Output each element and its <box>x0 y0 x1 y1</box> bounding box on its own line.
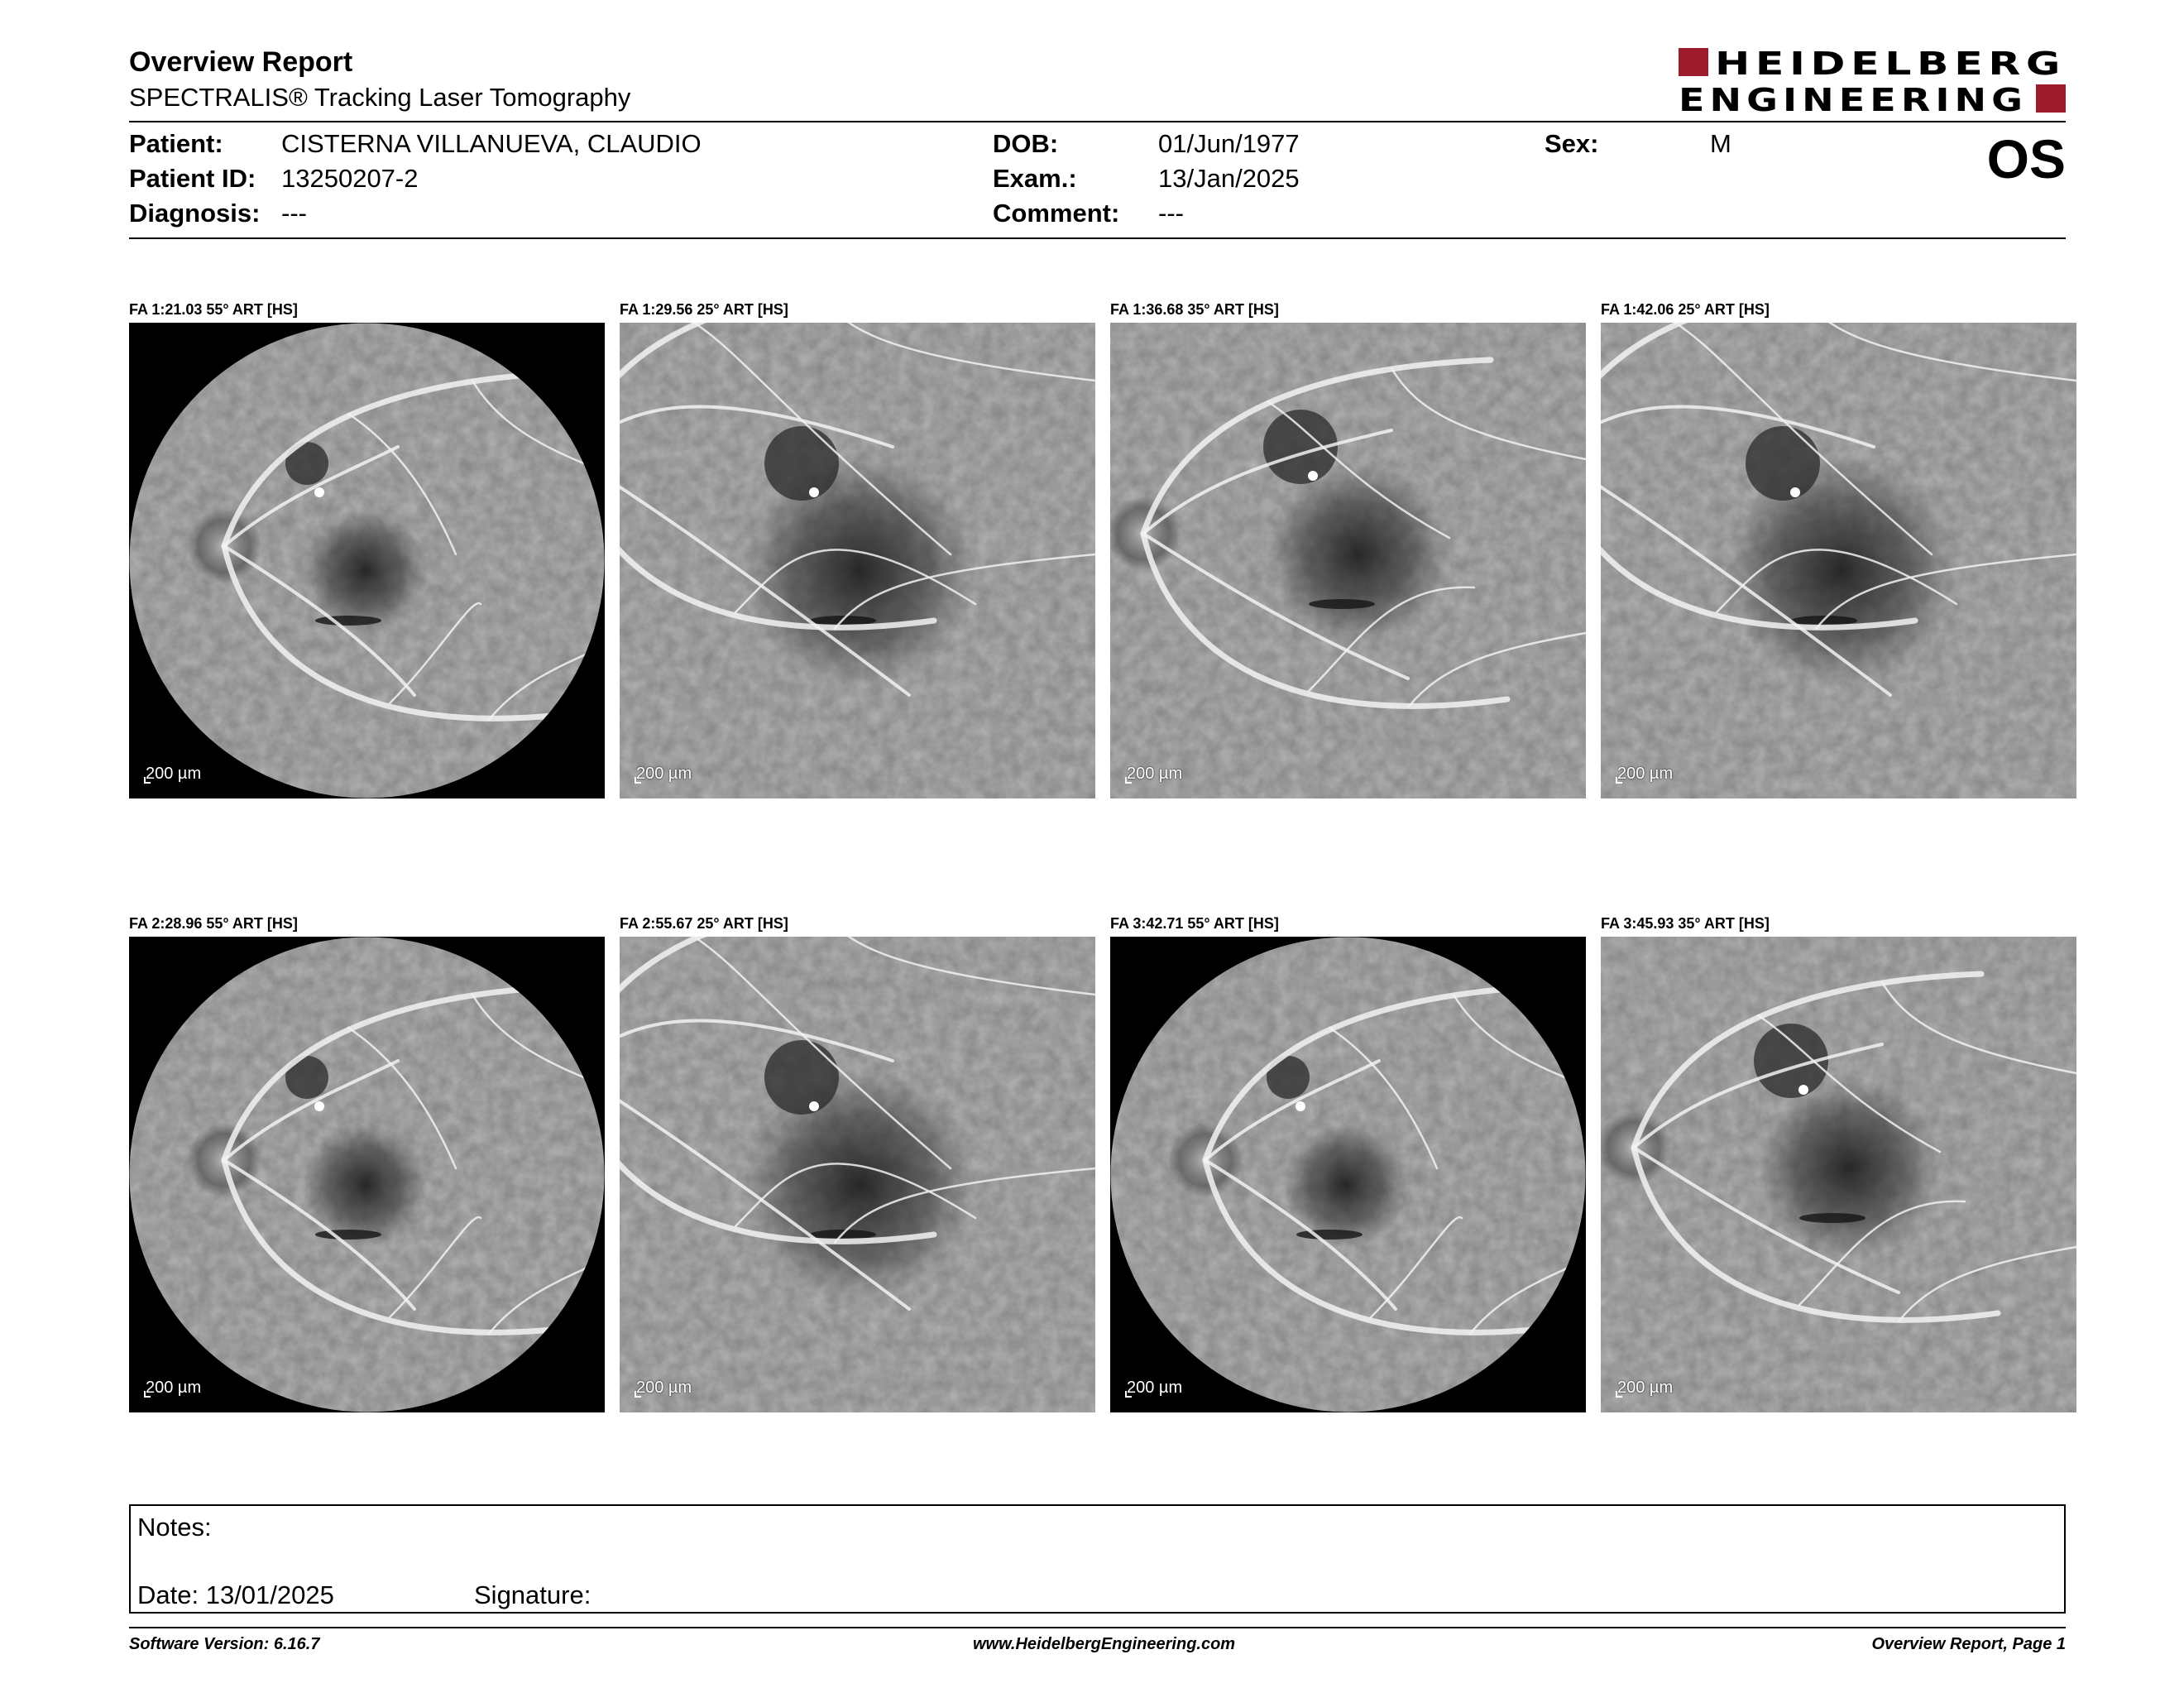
comment-label: Comment: <box>993 199 1120 228</box>
header-divider-top <box>129 121 2066 122</box>
fundus-angiogram-image[interactable] <box>129 323 605 798</box>
footer-website: www.HeidelbergEngineering.com <box>973 1635 1236 1653</box>
patient-name: CISTERNA VILLANUEVA, CLAUDIO <box>281 129 702 158</box>
image-label: FA 1:42.06 25° ART [HS] <box>1601 301 1770 318</box>
report-title: Overview Report <box>129 46 353 78</box>
sex-value: M <box>1710 129 1731 158</box>
image-label: FA 2:55.67 25° ART [HS] <box>620 915 788 932</box>
macula-lesion <box>303 1123 427 1247</box>
report-subtitle: SPECTRALIS® Tracking Laser Tomography <box>129 83 631 112</box>
macula-lesion <box>1758 1077 1940 1259</box>
exam-label: Exam.: <box>993 164 1077 193</box>
scale-label: 200 µm <box>636 765 692 783</box>
patient-label: Patient: <box>129 129 223 158</box>
logo-text-line2: ENGINEERING <box>1679 82 2028 114</box>
fundus-svg <box>620 323 1095 798</box>
footer-divider <box>129 1627 2066 1628</box>
image-label: FA 1:21.03 55° ART [HS] <box>129 301 298 318</box>
macula-lesion <box>1284 1123 1408 1247</box>
patient-id-value: 13250207-2 <box>281 164 419 193</box>
date-text: Date: 13/01/2025 <box>137 1580 334 1609</box>
fundus-svg <box>620 937 1095 1412</box>
fundus-angiogram-image[interactable] <box>1601 323 2076 798</box>
scale-label: 200 µm <box>1127 765 1183 783</box>
patient-id-label: Patient ID: <box>129 164 256 193</box>
scale-label: 200 µm <box>146 1379 202 1397</box>
fundus-angiogram-image[interactable] <box>1110 937 1586 1412</box>
scale-label: 200 µm <box>146 765 202 783</box>
fundus-svg <box>1601 937 2076 1412</box>
fundus-svg <box>1601 323 2076 798</box>
exam-value: 13/Jan/2025 <box>1158 164 1300 193</box>
dob-label: DOB: <box>993 129 1059 158</box>
fundus-svg <box>129 323 605 798</box>
logo-text-line1: HEIDELBERG <box>1715 46 2066 82</box>
macula-lesion <box>1267 463 1449 645</box>
eye-indicator: OS <box>1986 128 2066 189</box>
fundus-svg <box>1110 937 1586 1412</box>
page-info: Overview Report, Page 1 <box>1871 1635 2066 1653</box>
scale-label: 200 µm <box>1127 1379 1183 1397</box>
fundus-angiogram-image[interactable] <box>1110 323 1586 798</box>
sex-label: Sex: <box>1545 129 1599 158</box>
heidelberg-engineering-logo <box>1679 46 2066 114</box>
software-version: Software Version: 6.16.7 <box>129 1635 320 1653</box>
fundus-angiogram-image[interactable] <box>620 937 1095 1412</box>
notes-box <box>129 1504 2066 1614</box>
diagnosis-value: --- <box>281 199 307 228</box>
header-divider-bottom <box>129 237 2066 239</box>
image-label: FA 2:28.96 55° ART [HS] <box>129 915 298 932</box>
notes-label: Notes: <box>137 1513 212 1542</box>
image-label: FA 1:29.56 25° ART [HS] <box>620 301 788 318</box>
fundus-angiogram-image[interactable] <box>1601 937 2076 1412</box>
scale-label: 200 µm <box>1617 765 1674 783</box>
fundus-svg <box>129 937 605 1412</box>
fundus-svg <box>1110 323 1586 798</box>
comment-value: --- <box>1158 199 1184 228</box>
macula-lesion <box>303 509 427 633</box>
signature-label: Signature: <box>474 1580 592 1609</box>
diagnosis-label: Diagnosis: <box>129 199 261 228</box>
image-label: FA 3:42.71 55° ART [HS] <box>1110 915 1279 932</box>
image-label: FA 3:45.93 35° ART [HS] <box>1601 915 1770 932</box>
scale-label: 200 µm <box>1617 1379 1674 1397</box>
fundus-angiogram-image[interactable] <box>129 937 605 1412</box>
scale-label: 200 µm <box>636 1379 692 1397</box>
dob-value: 01/Jun/1977 <box>1158 129 1300 158</box>
image-label: FA 1:36.68 35° ART [HS] <box>1110 301 1279 318</box>
fundus-angiogram-image[interactable] <box>620 323 1095 798</box>
